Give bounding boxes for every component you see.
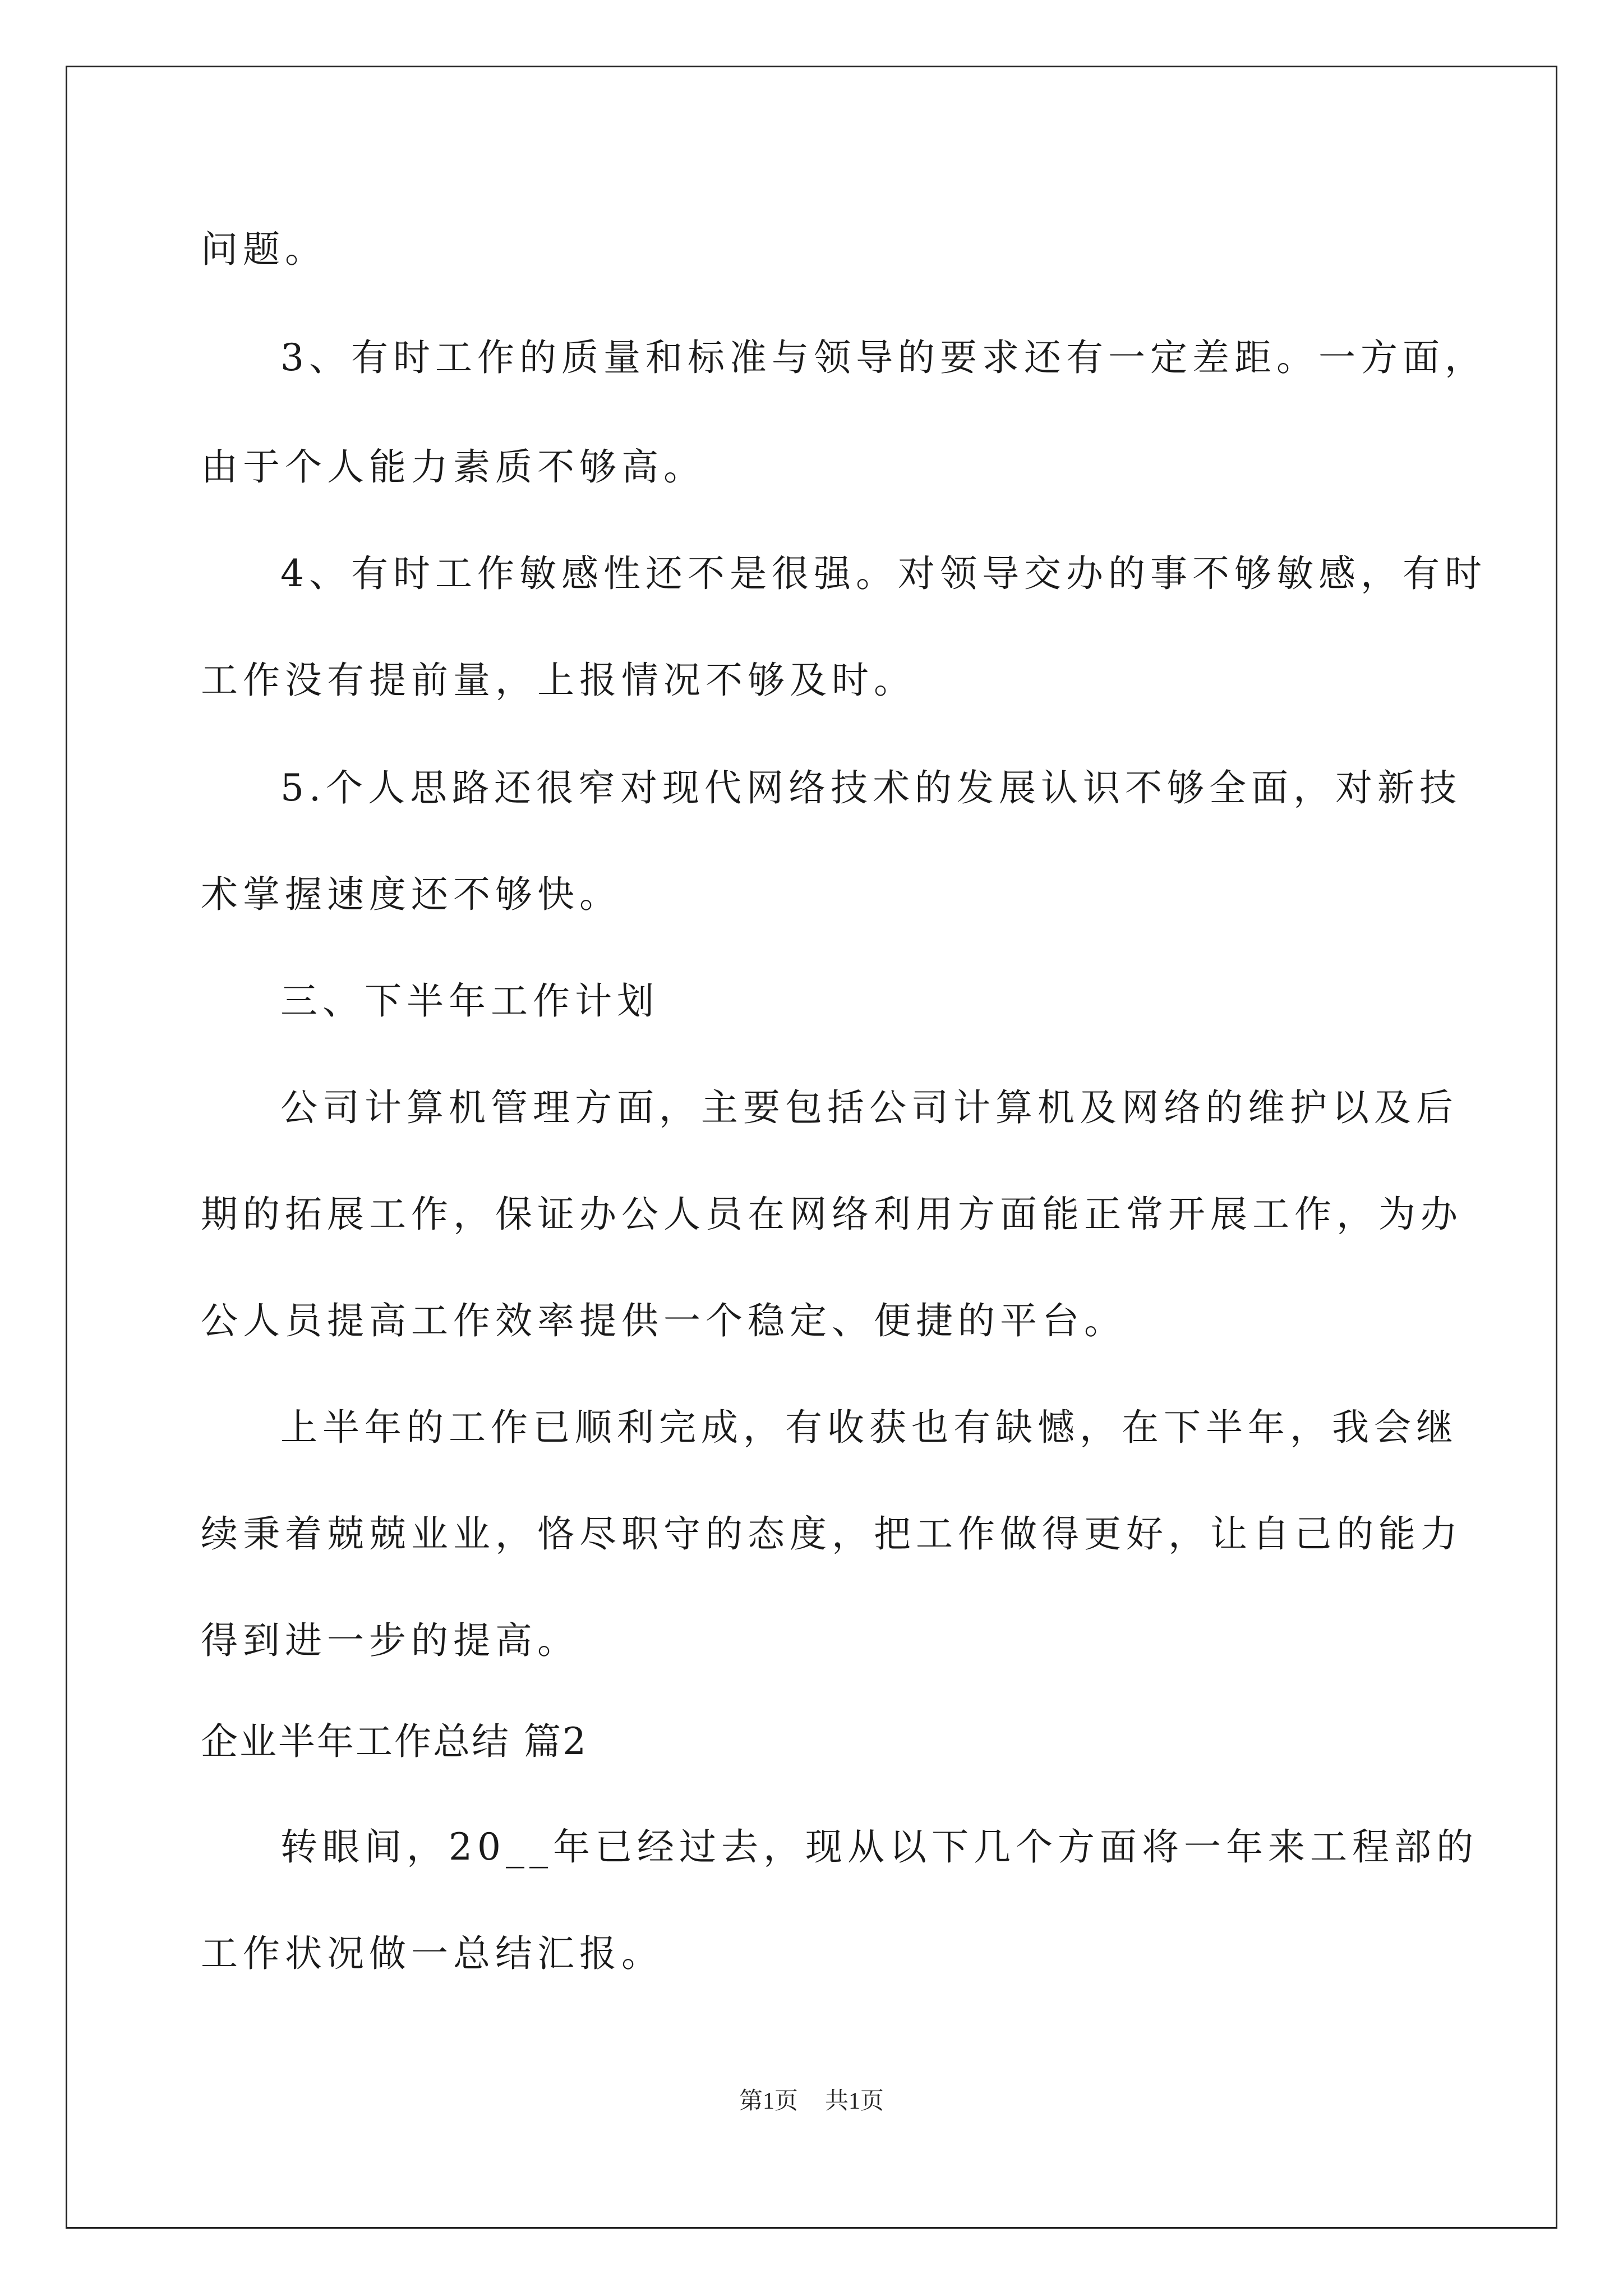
text-line: 术掌握速度还不够快。	[201, 873, 621, 916]
text-line: 3、有时工作的质量和标准与领导的要求还有一定差距。一方面，	[280, 336, 1487, 379]
page-footer	[0, 2085, 1623, 2118]
text-line: 期的拓展工作，保证办公人员在网络利用方面能正常开展工作，为办	[201, 1193, 1463, 1236]
text-line: 公司计算机管理方面，主要包括公司计算机及网络的维护以及后	[280, 1086, 1458, 1129]
text-line: 上半年的工作已顺利完成，有收获也有缺憾，在下半年，我会继	[280, 1406, 1458, 1449]
page-number: 第1页	[739, 2088, 798, 2114]
page-border	[66, 66, 1557, 2229]
text-line: 问题。	[201, 228, 327, 271]
text-line: 4、有时工作敏感性还不是很强。对领导交办的事不够敏感，有时	[280, 552, 1487, 595]
text-line: 续秉着兢兢业业，恪尽职守的态度，把工作做得更好，让自己的能力	[201, 1512, 1463, 1556]
text-line: 得到进一步的提高。	[201, 1619, 579, 1662]
text-line: 工作状况做一总结汇报。	[201, 1932, 663, 1975]
article-title: 企业半年工作总结 篇2	[201, 1720, 588, 1763]
text-line: 5.个人思路还很窄对现代网络技术的发展认识不够全面，对新技	[280, 766, 1461, 809]
text-line: 由于个人能力素质不够高。	[201, 445, 706, 489]
text-line: 工作没有提前量，上报情况不够及时。	[201, 659, 916, 702]
page-total: 共1页	[825, 2088, 884, 2114]
text-line: 公人员提高工作效率提供一个稳定、便捷的平台。	[201, 1299, 1126, 1342]
text-line: 转眼间，20__年已经过去，现从以下几个方面将一年来工程部的	[280, 1825, 1478, 1869]
section-heading: 三、下半年工作计划	[280, 979, 659, 1023]
